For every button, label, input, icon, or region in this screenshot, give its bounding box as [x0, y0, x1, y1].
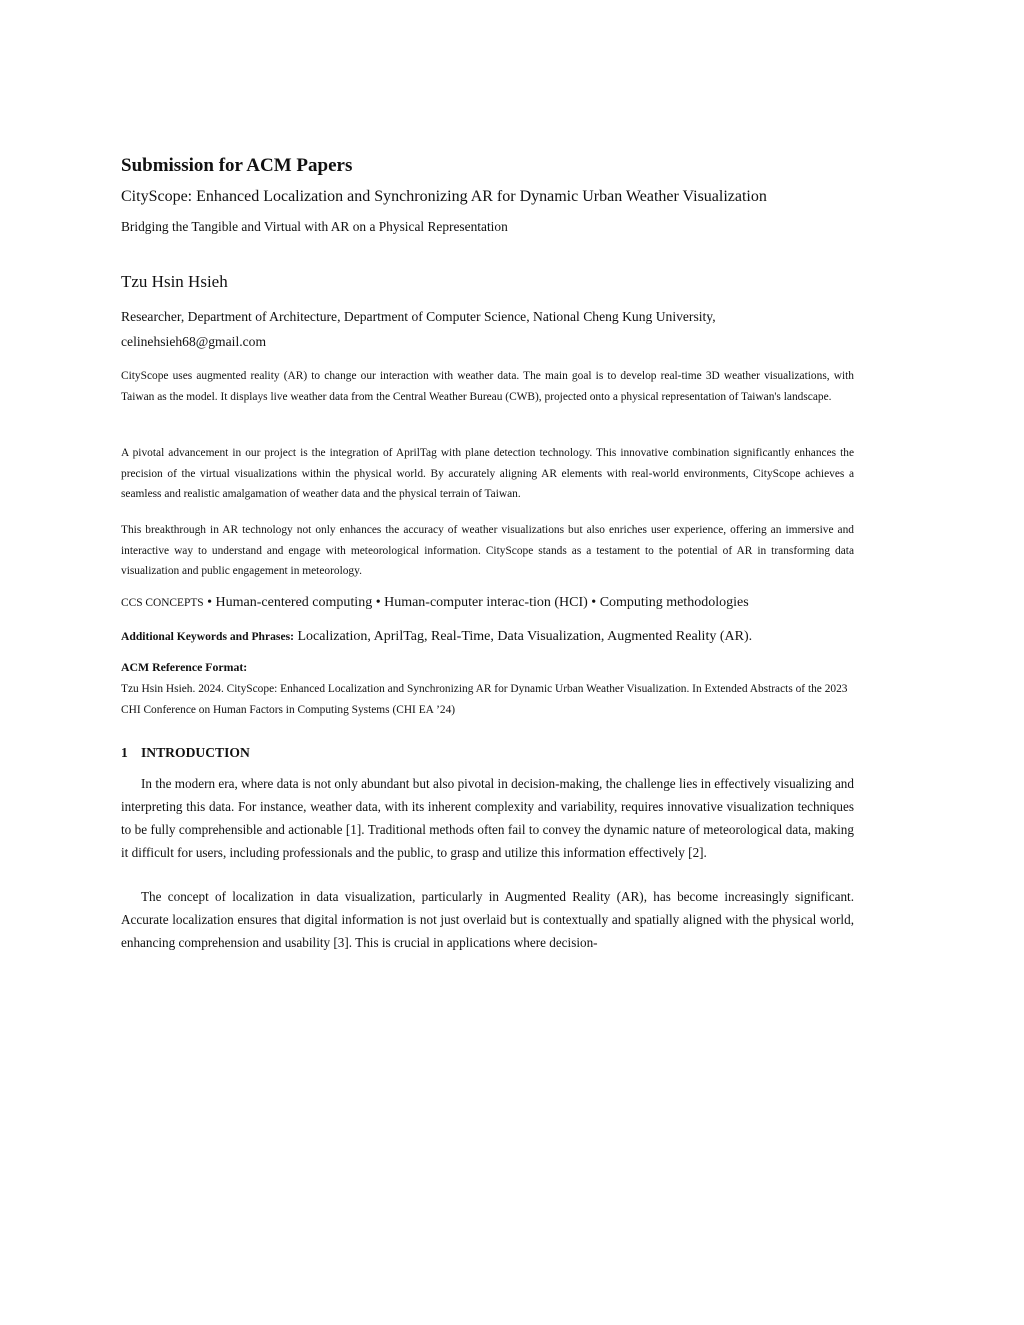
section-number: 1: [121, 745, 128, 760]
reference-format-label: ACM Reference Format:: [121, 660, 248, 674]
ccs-text: • Human-centered computing • Human-computer interac-tion (HCI) • Computing methodologies: [203, 595, 749, 610]
introduction-paragraph: In the modern era, where data is not only abundant but also pivotal in decision-making, the challenge lies in effectively visualizing and interpreting this data. For instance, weather data, with its inherent complexity and variability, requires innovative visualization techniques to be fully comprehensible and actionable [1]. Traditional methods often fail to convey the dynamic nature of meteorological data, making it difficult for users, including professionals and the public, to grasp and utilize this information effectively [2].: [121, 776, 854, 860]
introduction-paragraph: The concept of localization in data visualization, particularly in Augmented Reality (AR), has become increasingly significant. Accurate localization ensures that digital information is not just overlaid but is contextually and spatially aligned with the physical world, enhancing comprehension and usability [3]. This is crucial in applications where decision-: [121, 889, 854, 950]
section-heading-introduction: [121, 745, 250, 761]
keywords: [121, 629, 752, 645]
paper-title: CityScope: Enhanced Localization and Synchronizing AR for Dynamic Urban Weather Visualization: [121, 188, 767, 205]
author-email: celinehsieh68@gmail.com: [121, 334, 267, 349]
ccs-concepts: [121, 595, 749, 611]
paper-subtitle: Bridging the Tangible and Virtual with AR on a Physical Representation: [121, 219, 508, 234]
abstract-paragraph: A pivotal advancement in our project is the integration of AprilTag with plane detection technology. This innovative combination significantly enhances the precision of the virtual visualizations within the physical world. By accurately aligning AR elements with real-world environments, CityScope achieves a seamless and realistic amalgamation of weather data and the physical terrain of Taiwan.: [121, 447, 854, 500]
abstract-paragraph: This breakthrough in AR technology not only enhances the accuracy of weather visualizations but also enriches user experience, offering an immersive and interactive way to understand and engage with meteorological information. CityScope stands as a testament to the potential of AR in transforming data visualization and public engagement in meteorology.: [121, 524, 854, 577]
author-name: Tzu Hsin Hsieh: [121, 272, 228, 291]
author-affiliation: Researcher, Department of Architecture, Department of Computer Science, National Cheng Kung University,: [121, 309, 716, 324]
reference-format-text: Tzu Hsin Hsieh. 2024. CityScope: Enhanced Localization and Synchronizing AR for Dynamic Urban Weather Visualization. In Extended Abstracts of the 2023 CHI Conference on Human Factors in Computing Systems (CHI EA ’24): [121, 683, 848, 716]
submission-header: Submission for ACM Papers: [121, 155, 353, 176]
keywords-label: Additional Keywords and Phrases:: [121, 630, 294, 643]
ccs-label: CCS CONCEPTS: [121, 597, 204, 609]
author-affiliation-block: [121, 304, 854, 354]
abstract-paragraph: CityScope uses augmented reality (AR) to change our interaction with weather data. The main goal is to develop real-time 3D weather visualizations, with Taiwan as the model. It displays live weather data from the Central Weather Bureau (CWB), projected onto a physical representation of Taiwan's landscape.: [121, 370, 854, 403]
keywords-text: Localization, AprilTag, Real-Time, Data Visualization, Augmented Reality (AR).: [293, 629, 753, 644]
section-title: INTRODUCTION: [141, 745, 250, 760]
